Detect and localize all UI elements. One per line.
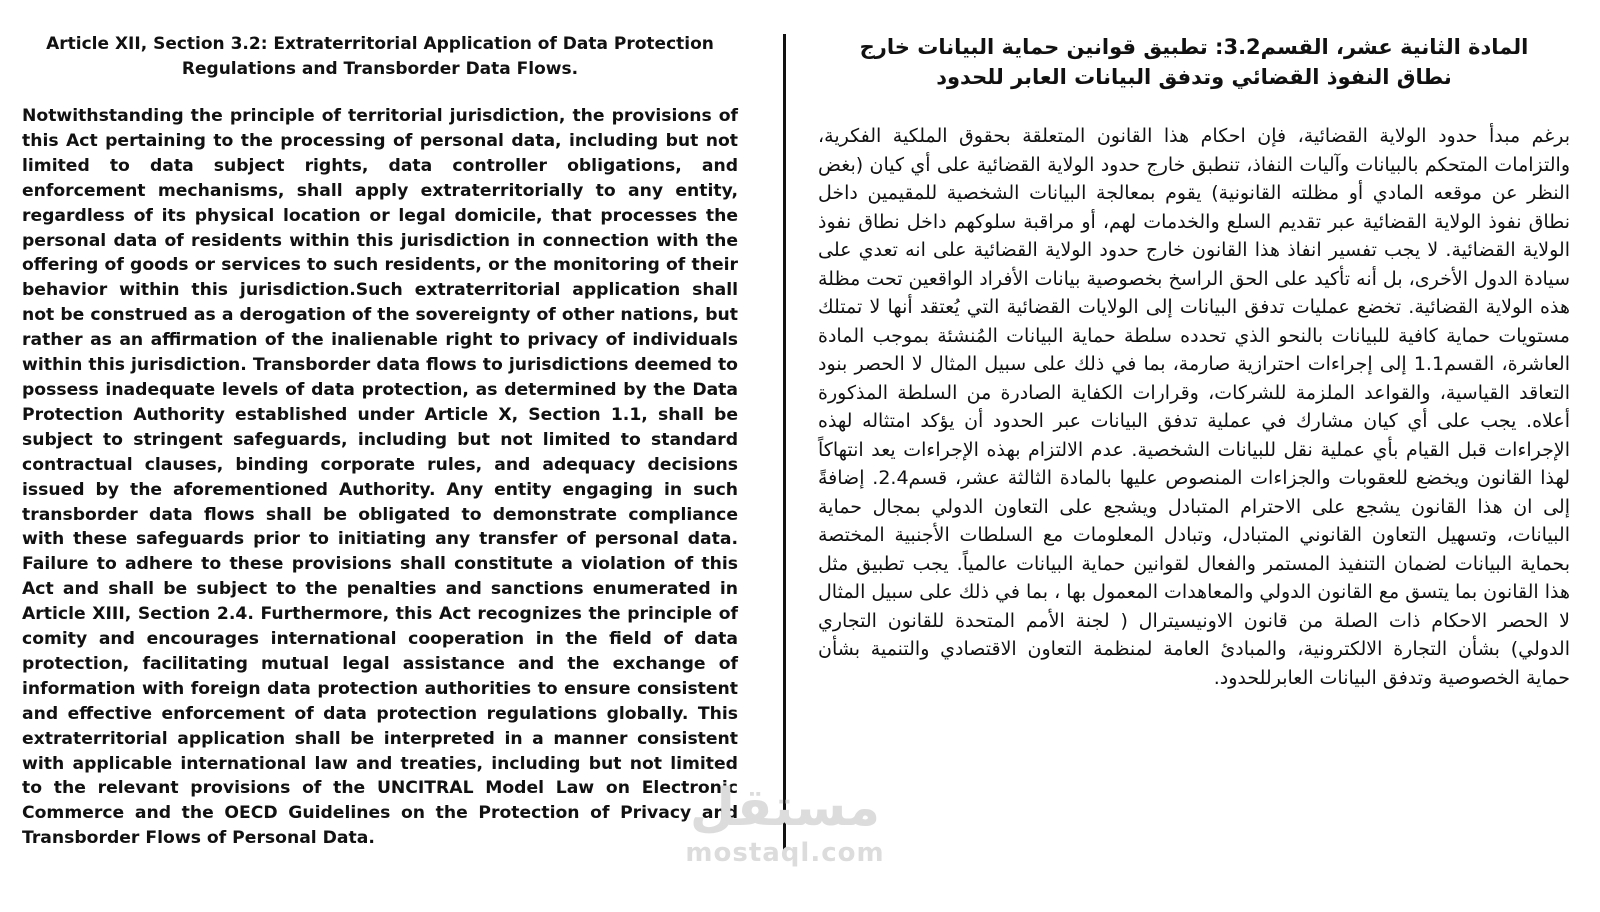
english-title: Article XII, Section 3.2: Extraterritorial Application of Data Protection Regulations and Transborder Data Flows. (46, 34, 714, 79)
watermark-logo: مستقل (689, 778, 881, 838)
english-body: Notwithstanding the principle of territorial jurisdiction, the provisions of this Act pertaining to the processing of personal data, including but not limited to data subject rights, data controller obligations, and enforcement mechanisms, shall apply extraterritorially to any entity, regardless of its physical location or legal domicile, that processes the personal data of residents within this jurisdiction in connection with the offering of goods or services to such residents, or the monitoring of their behavior within this jurisdiction.Such extraterritorial application shall not be construed as a derogation of the sovereignty of other nations, but rather as an affirmation of the inalienable right to privacy of individuals within this jurisdiction. Transborder data flows to jurisdictions deemed to possess inadequate levels of data protection, as determined by the Data Protection Authority established under Article X, Section 1.1, shall be subject to stringent safeguards, including but not limited to standard contractual clauses, binding corporate rules, and adequacy decisions issued by the aforementioned Authority. Any entity engaging in such transborder data flows shall be obligated to demonstrate compliance with these safeguards prior to initiating any transfer of personal data. Failure to adhere to these provisions shall constitute a violation of this Act and shall be subject to the penalties and sanctions enumerated in Article XIII, Section 2.4. Furthermore, this Act recognizes the principle of comity and encourages international cooperation in the field of data protection, facilitating mutual legal assistance and the exchange of information with foreign data protection authorities to ensure consistent and effective enforcement of data protection regulations globally. This extraterritorial application shall be interpreted in a manner consistent with applicable international law and treaties, including but not limited to the relevant provisions of the UNCITRAL Model Law on Electronic Commerce and the OECD Guidelines on the Protection of Privacy and Transborder Flows of Personal Data. (22, 106, 738, 849)
arabic-body: برغم مبدأ حدود الولاية القضائية، فإن احكام هذا القانون المتعلقة بحقوق الملكية الفكرية، والتزامات المتحكم بالبيانات وآليات النفاذ، تنطبق خارج حدود الولاية القضائية على أي كيان (بغض النظر عن موقعه المادي أو مظلته القانونية) يقوم بمعالجة البيانات الشخصية للمقيمين داخل نطاق نفوذ الولاية القضائية عبر تقديم السلع والخدمات لهم، أو مراقبة سلوكهم داخل نطاق نفوذ الولاية القضائية. لا يجب تفسير انفاذ هذا القانون خارج حدود الولاية القضائية على انه تعدي على سيادة الدول الأخرى، بل أنه تأكيد على الحق الراسخ بخصوصية بيانات الأفراد الواقعين تحت مظلة هذه الولاية القضائية. تخضع عمليات تدفق البيانات إلى الولايات القضائية التي يُعتقد أنها لا تمتلك مستويات حماية كافية للبيانات بالنحو الذي تحدده سلطة حماية البيانات المُنشئة بموجب المادة العاشرة، القسم1.1 إلى إجراءات احترازية صارمة، بما في ذلك على سبيل المثال لا الحصر بنود التعاقد القياسية، والقواعد الملزمة للشركات، وقرارات الكفاية الصادرة من السلطة المذكورة أعلاه. يجب على أي كيان مشارك في عملية تدفق البيانات عبر الحدود أن يؤكد امتثاله لهذه الإجراءات قبل القيام بأي عملية نقل للبيانات الشخصية. عدم الالتزام بهذه الإجراءات يعد انتهاكاً لهذا القانون ويخضع للعقوبات والجزاءات المنصوص عليها بالمادة الثالثة عشر، قسم2.4. إضافةً إلى ان هذا القانون يشجع على الاحترام المتبادل ويشجع على التعاون الدولي بمجال حماية البيانات، وتسهيل التعاون القانوني المتبادل، وتبادل المعلومات مع السلطات الأجنبية المختصة بحماية البيانات لضمان التنفيذ المستمر والفعال لقوانين حماية البيانات عالمياً. يجب تطبيق مثل هذا القانون بما يتسق مع القانون الدولي والمعاهدات المعمول بها ، بما في ذلك على سبيل المثال لا الحصر الاحكام ذات الصلة من قانون الاونيسيترال ( لجنة الأمم المتحدة للقانون التجاري الدولي) بشأن التجارة الالكترونية، والمبادئ العامة لمنظمة التعاون الاقتصادي والتنمية بشأن حماية الخصوصية وتدفق البيانات العابرللحدود. (818, 125, 1571, 689)
english-column (22, 32, 738, 851)
arabic-column (818, 32, 1570, 692)
arabic-title: المادة الثانية عشر، القسم3.2: تطبيق قوانين حماية البيانات خارج نطاق النفوذ القضائي وتدفق البيانات العابر للحدود (859, 35, 1529, 89)
watermark-site: mostaql.com (685, 838, 885, 868)
column-divider (783, 34, 786, 856)
